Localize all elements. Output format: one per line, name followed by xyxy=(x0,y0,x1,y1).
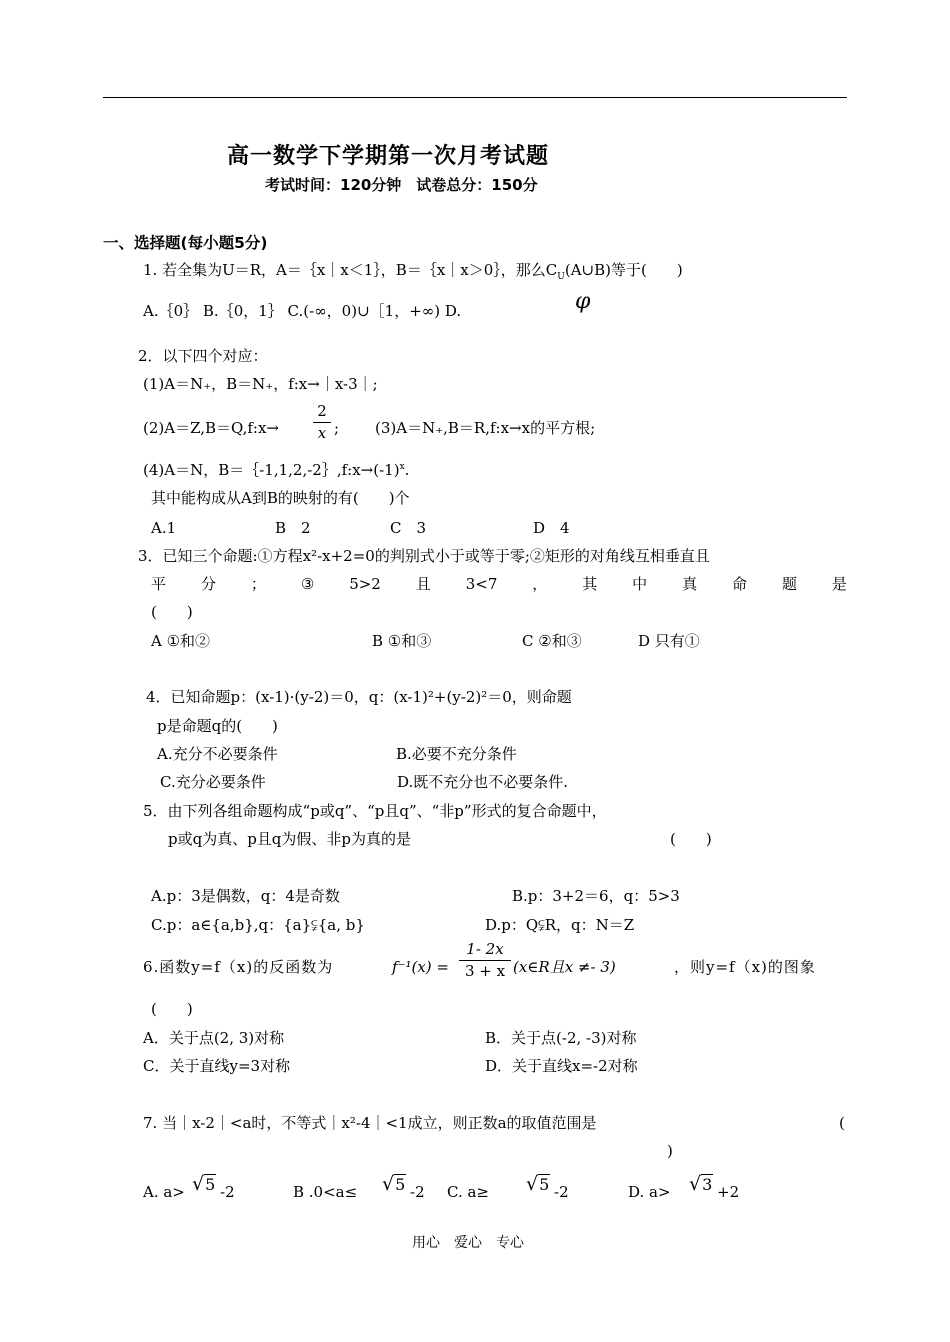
section-heading: 一、选择题(每小题5分) xyxy=(103,234,268,252)
q7-option-b: B .0<a≤ xyxy=(293,1183,358,1201)
q6-domain-condition: (x∈R且x ≠- 3) xyxy=(513,958,616,976)
sqrt-5-b: √5 xyxy=(382,1173,406,1195)
q7-option-d-tail: +2 xyxy=(717,1183,740,1201)
q5-stem-line1: 5．由下列各组命题构成“p或q”、“p且q”、“非p”形式的复合命题中， xyxy=(143,802,607,820)
q6-option-d: D．关于直线x=-2对称 xyxy=(485,1057,638,1075)
q5-option-c: C.p：a∈{a,b},q：{a}⫋{a, b} xyxy=(151,916,365,934)
q5-option-b: B.p：3+2＝6，q：5>3 xyxy=(512,887,680,905)
page-footer: 用心 爱心 专心 xyxy=(412,1235,524,1251)
q2-option-c: C 3 xyxy=(390,519,427,537)
q5-answer-paren: ( ) xyxy=(670,830,712,848)
q6-lead: 6.函数y=f（x)的反函数为 xyxy=(143,958,334,976)
q2-mapping-1: (1)A＝N₊，B＝N₊，f:x→｜x-3｜; xyxy=(143,375,378,393)
q2-option-b: B 2 xyxy=(275,519,311,537)
header-rule xyxy=(103,97,847,98)
q7-option-d: D. a> xyxy=(628,1183,671,1201)
q1-stem: 1. 若全集为U＝R，A＝｛x｜x＜1｝，B＝｛x｜x＞0｝，那么$C_U(A\cup B)$等于( ) xyxy=(143,261,683,282)
q7-paren-open: ( xyxy=(839,1114,845,1132)
empty-set-symbol: φ xyxy=(575,289,591,314)
q6-inverse-function: f⁻¹(x) = xyxy=(392,958,449,976)
q2-mapping-3: (3)A＝N₊,B＝R,f:x→x的平方根; xyxy=(375,419,596,437)
q4-stem-line1: 4．已知命题p：(x-1)·(y-2)＝0，q：(x-1)²+(y-2)²＝0，则命题 xyxy=(146,688,572,706)
q3-stem-line2: 平 分 ； ③ 5>2 且 3<7 ， 其 中 真 命 题 是 xyxy=(151,575,847,593)
q3-stem-line1: 3．已知三个命题:①方程x²-x+2=0的判别式小于或等于零;②矩形的对角线互相垂直且 xyxy=(138,547,710,565)
q5-option-d: D.p：Q⫋R，q：N＝Z xyxy=(485,916,635,934)
q2-option-a: A.1 xyxy=(151,519,177,537)
q2-stem: 2．以下四个对应： xyxy=(138,347,268,365)
q7-stem: 7. 当｜x-2｜<a时，不等式｜x²-4｜<1成立，则正数a的取值范围是 xyxy=(143,1114,597,1132)
q3-option-b: B ①和③ xyxy=(372,632,432,650)
q4-option-c: C.充分必要条件 xyxy=(160,773,266,791)
q2-semicolon: ; xyxy=(334,419,340,437)
q7-option-a: A. a> xyxy=(143,1183,185,1201)
q3-option-c: C ②和③ xyxy=(522,632,582,650)
sqrt-5-a: √5 xyxy=(192,1173,216,1195)
page-title: 高一数学下学期第一次月考试题 xyxy=(227,144,550,169)
q4-option-a: A.充分不必要条件 xyxy=(157,745,278,763)
sqrt-3-d: √3 xyxy=(689,1173,713,1195)
q5-option-a: A.p：3是偶数，q：4是奇数 xyxy=(151,887,340,905)
q7-option-c-tail: -2 xyxy=(554,1183,569,1201)
q6-answer-paren: ( ) xyxy=(151,1000,193,1018)
q6-fraction: 1- 2x 3 + x xyxy=(459,942,511,979)
q6-option-b: B．关于点(-2, -3)对称 xyxy=(485,1029,637,1047)
q7-paren-close: ) xyxy=(667,1142,673,1160)
q2-question: 其中能构成从A到B的映射的有( )个 xyxy=(151,489,410,507)
q7-option-b-tail: -2 xyxy=(410,1183,425,1201)
q2-mapping-2: (2)A＝Z,B＝Q,f:x→ xyxy=(143,419,279,437)
q7-option-a-tail: -2 xyxy=(220,1183,235,1201)
q2-mapping-4: (4)A＝N，$B=\{-1,1,2,-2\},f:x\to(-1)^x$. xyxy=(143,461,410,479)
q6-option-a: A．关于点(2, 3)对称 xyxy=(143,1029,285,1047)
q2-option-d: D 4 xyxy=(533,519,570,537)
exam-info: 考试时间：120分钟 试卷总分：150分 xyxy=(265,176,538,194)
sqrt-5-c: √5 xyxy=(526,1173,550,1195)
q3-option-a: A ①和② xyxy=(151,632,211,650)
q7-option-c: C. a≥ xyxy=(447,1183,489,1201)
q6-option-c: C．关于直线y=3对称 xyxy=(143,1057,291,1075)
q3-answer-paren: ( ) xyxy=(151,603,193,621)
q4-stem-line2: p是命题q的( ) xyxy=(157,717,278,735)
q4-option-b: B.必要不充分条件 xyxy=(396,745,517,763)
q6-tail: ，则y=f（x)的图象 xyxy=(674,958,816,976)
q1-options: A.｛0｝ B.｛0，1｝ C.(-∞，0)∪［1，+∞) D. xyxy=(143,302,462,320)
q2-fraction: 2 x xyxy=(313,404,331,441)
q3-option-d: D 只有① xyxy=(638,632,700,650)
q5-stem-line2: p或q为真、p且q为假、非p为真的是 xyxy=(168,830,412,848)
q4-option-d: D.既不充分也不必要条件. xyxy=(397,773,569,791)
